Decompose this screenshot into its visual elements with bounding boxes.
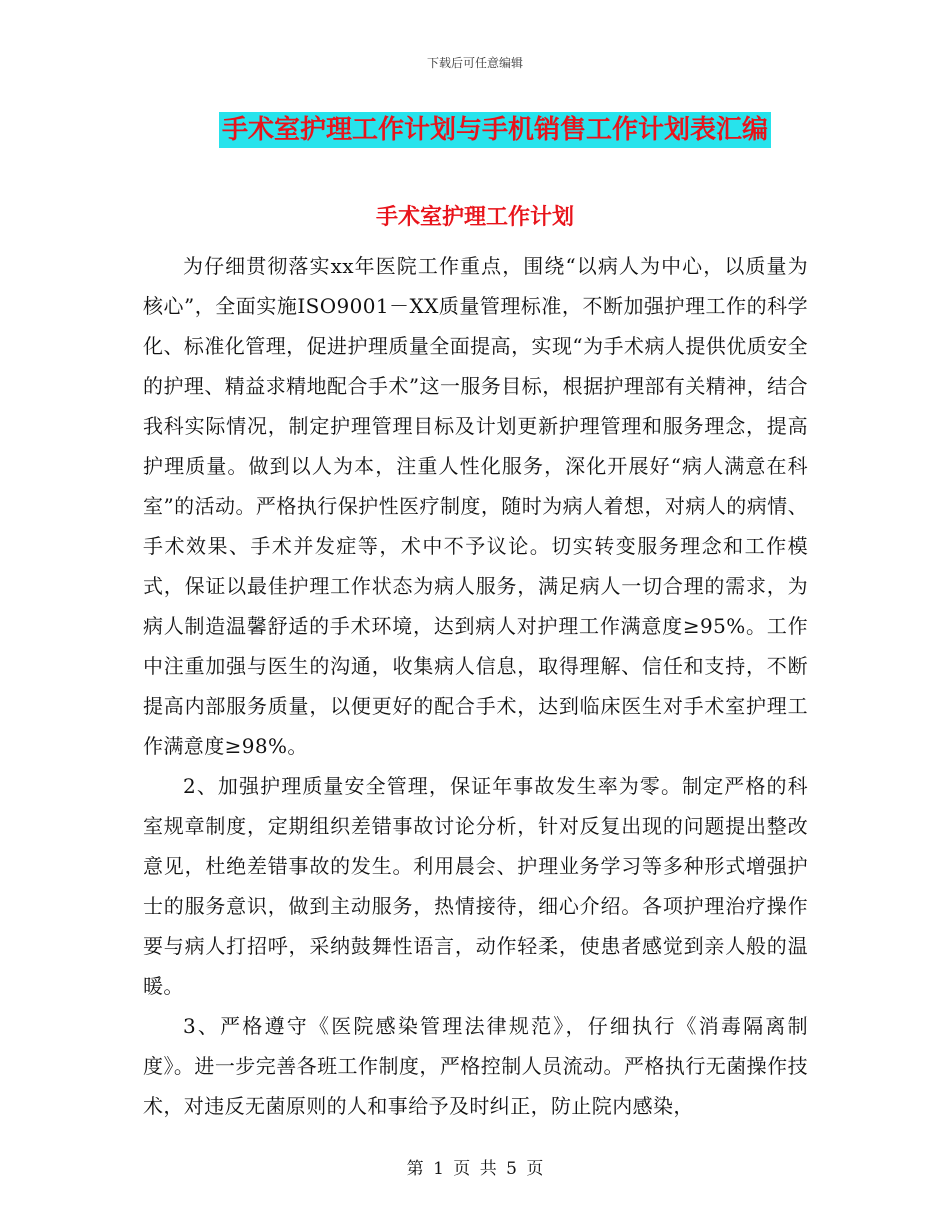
body-paragraph-1: 为仔细贯彻落实xx年医院工作重点，围绕“以病人为中心，以质量为核心”，全面实施ISO9001－XX质量管理标准，不断加强护理工作的科学化、标准化管理，促进护理质量全面提高，实现“为手术病人提供优质安全的护理、精益求精地配合手术”这一服务目标，根据护理部有关精神，结合我科实际情况，制定护理管理目标及计划更新护理管理和服务理念，提高护理质量。做到以人为本，注重人性化服务，深化开展好“病人满意在科室”的活动。严格执行保护性医疗制度，随时为病人着想，对病人的病情、手术效果、手术并发症等，术中不予议论。切实转变服务理念和工作模式，保证以最佳护理工作状态为病人服务，满足病人一切合理的需求，为病人制造温馨舒适的手术环境，达到病人对护理工作满意度≥95%。工作中注重加强与医生的沟通，收集病人信息，取得理解、信任和支持，不断提高内部服务质量，以便更好的配合手术，达到临床医生对手术室护理工作满意度≥98%。 [143, 254, 808, 758]
header-note: 下载后可任意编辑 [426, 56, 523, 70]
document-body [143, 246, 808, 1126]
body-paragraph-3: 3、严格遵守《医院感染管理法律规范》，仔细执行《消毒隔离制度》。进一步完善各班工作制度，严格控制人员流动。严格执行无菌操作技术，对违反无菌原则的人和事给予及时纠正，防止院内感染， [143, 1014, 808, 1118]
document-title: 手术室护理工作计划与手机销售工作计划表汇编 [219, 112, 771, 148]
body-paragraph-2: 2、加强护理质量安全管理，保证年事故发生率为零。制定严格的科室规章制度，定期组织差错事故讨论分析，针对反复出现的问题提出整改意见，杜绝差错事故的发生。利用晨会、护理业务学习等多种形式增强护士的服务意识，做到主动服务，热情接待，细心介绍。各项护理治疗操作要与病人打招呼，采纳鼓舞性语言，动作轻柔，使患者感觉到亲人般的温暖。 [143, 774, 808, 998]
page-number-footer: 第 1 页 共 5 页 [406, 1159, 544, 1179]
section-title: 手术室护理工作计划 [375, 204, 574, 230]
